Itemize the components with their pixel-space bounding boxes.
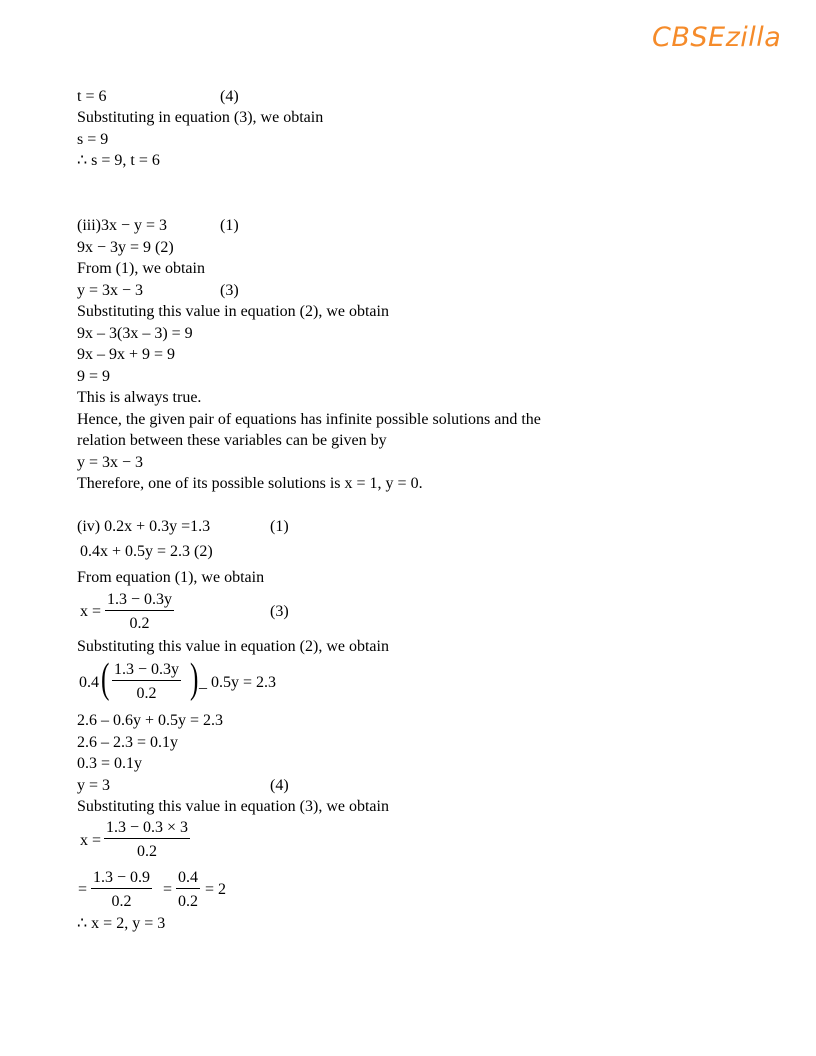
fraction-denominator: 0.2	[137, 843, 158, 860]
fraction	[176, 868, 200, 912]
fraction-denominator: 0.2	[111, 893, 132, 910]
text-line: This is always true.	[77, 389, 202, 406]
fraction	[105, 590, 174, 634]
equation-tag: (1)	[270, 518, 289, 535]
fraction-numerator: 1.3 − 0.3y	[112, 660, 181, 681]
right-paren: )	[190, 656, 199, 702]
text-line: 2.6 – 0.6y + 0.5y = 2.3	[77, 712, 224, 729]
text-line: 9x – 9x + 9 = 9	[77, 346, 176, 363]
fraction-numerator: 1.3 − 0.9	[91, 868, 152, 889]
fraction-numerator: 1.3 − 0.3y	[105, 590, 174, 611]
text-line: Substituting this value in equation (2), we obtain	[77, 303, 389, 320]
fraction-numerator: 1.3 − 0.3 × 3	[104, 818, 190, 839]
text-line: s = 9	[77, 131, 109, 148]
text-line: Hence, the given pair of equations has infinite possible solutions and the	[77, 411, 541, 428]
text-line: 0.3 = 0.1y	[77, 755, 143, 772]
fraction-numerator: 0.4	[176, 868, 200, 889]
text-line: relation between these variables can be given by	[77, 432, 387, 449]
text-line: Substituting in equation (3), we obtain	[77, 109, 324, 126]
equation-lhs: x =	[80, 832, 102, 849]
text-line: Substituting this value in equation (2), we obtain	[77, 638, 389, 655]
coefficient: 0.4	[79, 674, 99, 691]
equals-sign: =	[78, 881, 88, 898]
text-line: From equation (1), we obtain	[77, 569, 265, 586]
fraction-denominator: 0.2	[136, 685, 157, 702]
text-line: y = 3	[77, 777, 111, 794]
brand-logo: CBSEzilla	[652, 22, 782, 53]
text-line: Substituting this value in equation (3), we obtain	[77, 798, 389, 815]
equation-tag: (3)	[220, 282, 239, 299]
text-line: t = 6	[77, 88, 107, 105]
text-line: (iv) 0.2x + 0.3y =1.3	[77, 518, 211, 535]
text-line: (iii)3x − y = 3	[77, 217, 168, 234]
fraction	[104, 818, 190, 862]
fraction	[112, 660, 181, 704]
text-line: 9 = 9	[77, 368, 111, 385]
equation-lhs: x =	[80, 603, 102, 620]
left-paren: (	[101, 656, 110, 702]
fraction-denominator: 0.2	[129, 615, 150, 632]
equation-tag: (1)	[220, 217, 239, 234]
text-line: y = 3x − 3	[77, 282, 144, 299]
equation-tag: (4)	[270, 777, 289, 794]
equals-sign: =	[163, 881, 173, 898]
text-line: ∴ x = 2, y = 3	[77, 915, 166, 932]
text-line: Therefore, one of its possible solutions is x = 1, y = 0.	[77, 475, 423, 492]
text-line: ∴ s = 9, t = 6	[77, 152, 160, 169]
text-line: y = 3x − 3	[77, 454, 144, 471]
equation-tag: (3)	[270, 603, 289, 620]
text-line: From (1), we obtain	[77, 260, 205, 277]
equation-rest: _ 0.5y = 2.3	[199, 674, 277, 691]
text-line: 9x – 3(3x – 3) = 9	[77, 325, 193, 342]
equation-result: = 2	[205, 881, 227, 898]
fraction	[91, 868, 152, 912]
text-line: 2.6 – 2.3 = 0.1y	[77, 734, 179, 751]
text-line: 9x − 3y = 9 (2)	[77, 239, 174, 256]
equation-tag: (4)	[220, 88, 239, 105]
text-line: 0.4x + 0.5y = 2.3 (2)	[80, 543, 213, 560]
fraction-denominator: 0.2	[178, 893, 198, 910]
